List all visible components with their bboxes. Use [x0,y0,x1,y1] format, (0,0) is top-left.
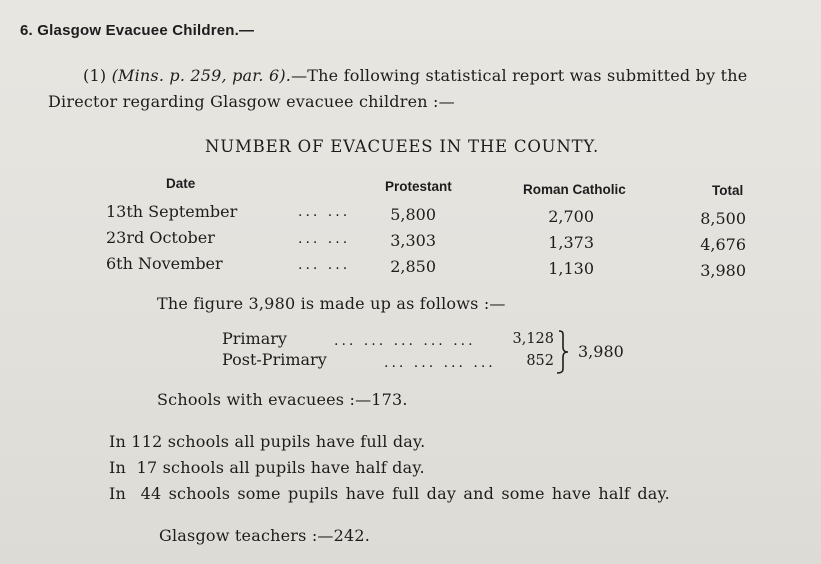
row-protestant: 5,800 [390,205,436,224]
schools-line-mixed: In 44 schools some pupils have full day and some have half day. [109,484,670,503]
row-protestant: 3,303 [390,231,436,250]
row-total: 4,676 [700,235,746,254]
column-header-total: Total [712,183,744,198]
row-leader-dots: ... ... [298,204,351,220]
intro-line-1 [83,66,747,85]
row-leader-dots: ... ... [298,231,351,247]
section-number: 6. [20,22,33,39]
breakdown-leader-dots: ... ... ... ... [384,355,496,371]
table-title: NUMBER OF EVACUEES IN THE COUNTY. [205,137,600,156]
row-leader-dots: ... ... [298,257,351,273]
schools-count: Schools with evacuees :—173. [157,390,408,409]
schools-line-half-day: In 17 schools all pupils have half day. [109,458,425,477]
schools-line-full-day: In 112 schools all pupils have full day. [109,432,426,451]
breakdown-label: Primary [222,329,287,348]
breakdown-intro: The figure 3,980 is made up as follows :— [157,294,506,313]
column-header-protestant: Protestant [385,179,452,194]
intro-item-number: (1) [83,66,107,85]
intro-line-1-text: —The following statistical report was submitted by the [291,66,748,85]
teachers-count: Glasgow teachers :—242. [159,526,371,545]
section-title: Glasgow Evacuee Children.— [37,22,255,39]
row-catholic: 1,130 [548,259,594,278]
breakdown-label: Post-Primary [222,350,327,369]
brace-symbol [555,330,571,374]
breakdown-value: 852 [526,353,554,369]
breakdown-leader-dots: ... ... ... ... ... [334,333,476,349]
column-header-date: Date [166,176,196,191]
row-protestant: 2,850 [390,257,436,276]
row-date: 6th November [106,254,223,273]
row-catholic: 1,373 [548,233,594,252]
row-date: 23rd October [106,228,215,247]
minutes-reference: (Mins. p. 259, par. 6). [111,66,292,85]
breakdown-value: 3,128 [512,331,554,347]
row-catholic: 2,700 [548,207,594,226]
row-date: 13th September [106,202,238,221]
row-total: 8,500 [700,209,746,228]
intro-line-2: Director regarding Glasgow evacuee children :— [48,92,455,111]
breakdown-total: 3,980 [578,342,624,361]
column-header-catholic: Roman Catholic [523,182,626,197]
section-heading [20,22,254,39]
row-total: 3,980 [700,261,746,280]
